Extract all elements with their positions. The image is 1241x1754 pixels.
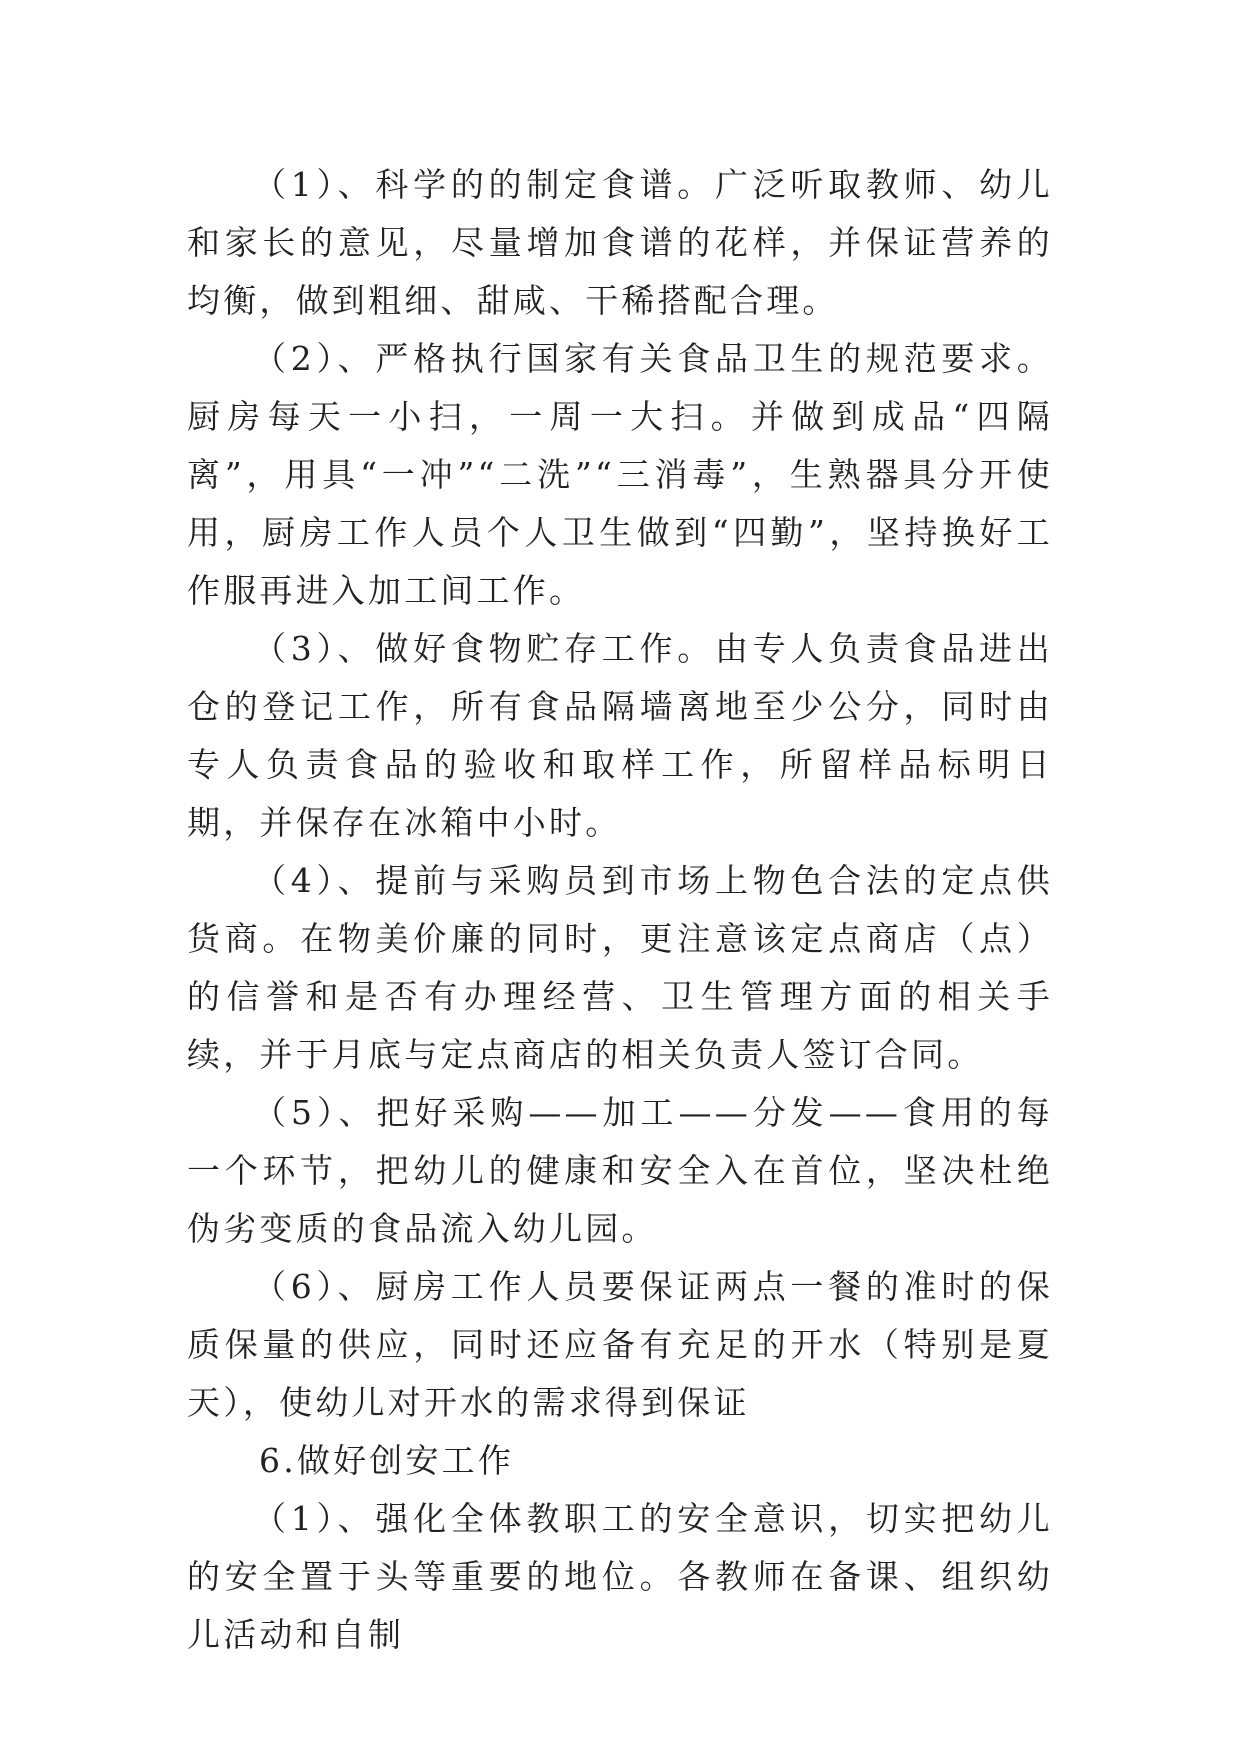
paragraph-procurement: （5）、把好采购——加工——分发——食用的每一个环节，把幼儿的健康和安全入在首位，坚决杜绝伪劣变质的食品流入幼儿园。: [187, 1093, 1053, 1248]
paragraph-food-hygiene: （2）、严格执行国家有关食品卫生的规范要求。厨房每天一小扫，一周一大扫。并做到成品“四隔离”，用具“一冲”“二洗”“三消毒”，生熟器具分开使用，厨房工作人员个人卫生做到“四勤”，坚持换好工作服再进入加工间工作。: [187, 339, 1053, 610]
paragraph-food-storage: （3）、做好食物贮存工作。由专人负责食品进出仓的登记工作，所有食品隔墙离地至少公分，同时由专人负责食品的验收和取样工作，所留样品标明日期，并保存在冰箱中小时。: [187, 629, 1053, 842]
paragraph-supplier: （4）、提前与采购员到市场上物色合法的定点供货商。在物美价廉的同时，更注意该定点商店（点）的信誉和是否有办理经营、卫生管理方面的相关手续，并于月底与定点商店的相关负责人签订合同。: [187, 861, 1053, 1074]
paragraph-water-supply: （6）、厨房工作人员要保证两点一餐的准时的保质保量的供应，同时还应备有充足的开水（特别是夏天），使幼儿对开水的需求得到保证: [187, 1267, 1053, 1422]
document-body: [187, 156, 1053, 1664]
paragraph-safety-awareness: （1）、强化全体教职工的安全意识，切实把幼儿的安全置于头等重要的地位。各教师在备课、组织幼儿活动和自制: [187, 1499, 1053, 1654]
paragraph-menu-planning: （1）、科学的的制定食谱。广泛听取教师、幼儿和家长的意见，尽量增加食谱的花样，并保证营养的均衡，做到粗细、甜咸、干稀搭配合理。: [187, 165, 1053, 320]
section-heading-safety: 6.做好创安工作: [259, 1441, 515, 1480]
